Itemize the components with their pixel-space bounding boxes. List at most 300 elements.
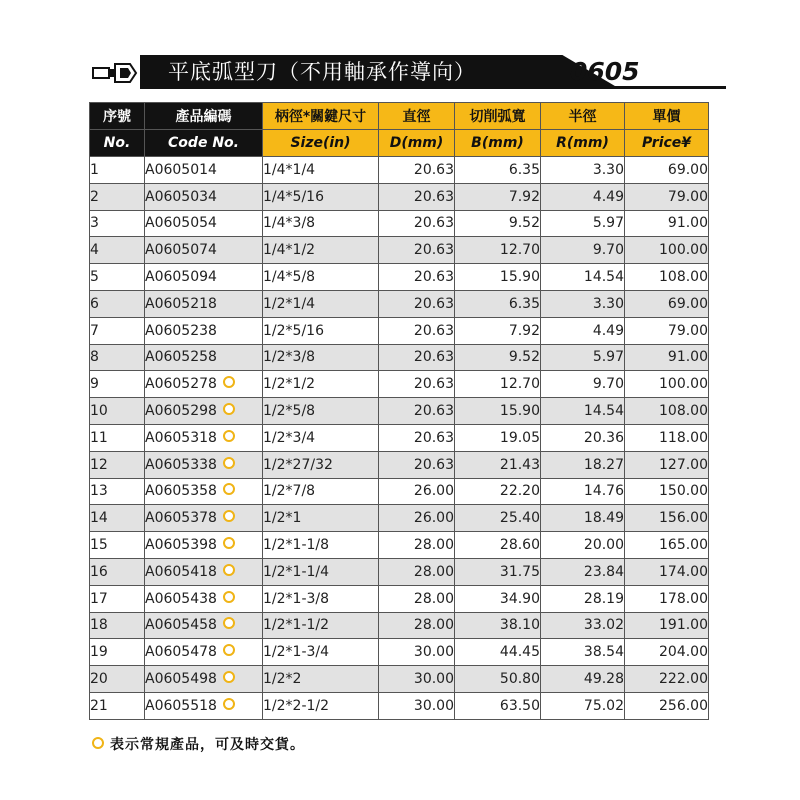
row-cut-width [455,666,541,693]
row-size [263,558,379,585]
row-code-text: A0605014 [145,161,217,178]
col-header-code-zh: 產品編碼 [145,103,263,130]
row-price [625,157,709,184]
circle-outline-icon [223,376,235,388]
row-price [625,424,709,451]
row-diameter-text: 26.00 [413,483,454,500]
row-radius [541,639,625,666]
row-diameter-text: 28.00 [413,590,454,607]
col-header-width-en: B(mm) [455,130,541,157]
row-diameter [379,505,455,532]
row-price [625,585,709,612]
row-radius-text: 5.97 [592,349,624,366]
row-size [263,451,379,478]
row-cut-width-text: 19.05 [499,429,540,446]
row-code [145,532,263,559]
row-size [263,183,379,210]
row-diameter-text: 26.00 [413,510,454,527]
row-cut-width [455,558,541,585]
row-size-text: 1/2*2-1/2 [263,697,330,714]
row-code-text: A0605418 [145,563,217,580]
circle-outline-icon [223,457,235,469]
row-diameter-text: 28.00 [413,537,454,554]
row-number [90,558,145,585]
row-cut-width [455,237,541,264]
row-diameter [379,612,455,639]
row-size [263,157,379,184]
row-code-text: A0605438 [145,590,217,607]
row-code-text: A0605358 [145,483,217,500]
row-price [625,183,709,210]
row-radius-text: 38.54 [583,644,624,661]
table-row [90,157,709,184]
row-size [263,585,379,612]
row-number [90,639,145,666]
row-price-text: 191.00 [659,617,708,634]
row-price [625,692,709,719]
table-row [90,344,709,371]
row-code [145,344,263,371]
row-cut-width-text: 6.35 [508,161,540,178]
row-diameter [379,639,455,666]
row-diameter [379,424,455,451]
table-row [90,183,709,210]
row-number [90,371,145,398]
row-code-text: A0605298 [145,403,217,420]
row-size-text: 1/2*1/2 [263,376,316,393]
row-diameter-text: 20.63 [413,269,454,286]
row-cut-width-text: 7.92 [508,188,540,205]
row-size-text: 1/2*1-3/8 [263,590,330,607]
row-price [625,344,709,371]
row-number [90,532,145,559]
table-row [90,371,709,398]
row-radius [541,666,625,693]
row-price-text: 69.00 [667,295,708,312]
row-radius-text: 20.36 [583,429,624,446]
row-code-text: A0605458 [145,617,217,634]
row-price-text: 150.00 [659,483,708,500]
row-code-text: A0605054 [145,215,217,232]
row-number [90,264,145,291]
row-price [625,237,709,264]
row-number-text: 7 [90,322,99,339]
row-number-text: 12 [90,456,108,473]
col-header-radius-zh: 半徑 [541,103,625,130]
row-size [263,692,379,719]
row-code-text: A0605498 [145,671,217,688]
row-diameter-text: 20.63 [413,349,454,366]
row-price-text: 79.00 [667,322,708,339]
row-cut-width-text: 38.10 [499,617,540,634]
row-diameter [379,666,455,693]
row-code [145,183,263,210]
row-radius-text: 3.30 [592,161,624,178]
row-code [145,639,263,666]
row-number-text: 16 [90,563,108,580]
row-cut-width [455,639,541,666]
row-radius [541,344,625,371]
row-number-text: 21 [90,697,108,714]
table-row [90,585,709,612]
row-code [145,317,263,344]
row-radius-text: 28.19 [583,590,624,607]
row-price-text: 91.00 [667,215,708,232]
row-cut-width-text: 28.60 [499,537,540,554]
row-diameter [379,451,455,478]
col-header-diameter-zh: 直徑 [379,103,455,130]
row-number [90,157,145,184]
row-cut-width-text: 25.40 [499,510,540,527]
table-row [90,290,709,317]
row-price [625,210,709,237]
header-row-english [90,130,709,157]
table-row [90,692,709,719]
row-price [625,478,709,505]
row-code [145,371,263,398]
row-radius [541,264,625,291]
row-number [90,317,145,344]
circle-outline-icon [223,564,235,576]
row-code [145,210,263,237]
row-cut-width-text: 31.75 [499,563,540,580]
row-diameter [379,478,455,505]
col-header-size-zh: 柄徑*關鍵尺寸 [263,103,379,130]
row-price-text: 256.00 [659,697,708,714]
row-diameter [379,692,455,719]
row-cut-width [455,157,541,184]
row-price [625,371,709,398]
circle-outline-icon [223,617,235,629]
row-cut-width [455,585,541,612]
row-radius-text: 14.54 [583,269,624,286]
row-size-text: 1/4*3/8 [263,215,316,232]
row-price [625,639,709,666]
col-header-code-en: Code No. [145,130,263,157]
row-cut-width-text: 22.20 [499,483,540,500]
circle-outline-icon [223,403,235,415]
table-row [90,451,709,478]
row-size [263,210,379,237]
row-diameter [379,264,455,291]
row-cut-width-text: 9.52 [508,215,540,232]
row-number [90,478,145,505]
row-price-text: 79.00 [667,188,708,205]
row-diameter [379,558,455,585]
row-cut-width-text: 34.90 [499,590,540,607]
row-number-text: 10 [90,403,108,420]
row-number-text: 4 [90,242,99,259]
row-number-text: 13 [90,483,108,500]
table-row [90,424,709,451]
row-cut-width [455,612,541,639]
row-price-text: 100.00 [659,242,708,259]
row-code [145,478,263,505]
row-code-text: A0605074 [145,242,217,259]
row-size [263,478,379,505]
row-diameter [379,183,455,210]
row-size [263,317,379,344]
row-cut-width-text: 12.70 [499,376,540,393]
row-cut-width-text: 15.90 [499,403,540,420]
row-diameter [379,585,455,612]
row-radius [541,183,625,210]
row-radius-text: 5.97 [592,215,624,232]
row-price-text: 178.00 [659,590,708,607]
row-diameter-text: 20.63 [413,376,454,393]
row-cut-width [455,398,541,425]
row-diameter [379,290,455,317]
row-number-text: 17 [90,590,108,607]
row-diameter-text: 28.00 [413,563,454,580]
row-diameter-text: 30.00 [413,644,454,661]
row-code-text: A0605398 [145,537,217,554]
row-cut-width [455,264,541,291]
row-cut-width-text: 6.35 [508,295,540,312]
row-radius-text: 4.49 [592,188,624,205]
row-price [625,264,709,291]
row-code [145,451,263,478]
page-title: 平底弧型刀（不用軸承作導向） [168,60,476,84]
row-size-text: 1/2*1-1/4 [263,563,330,580]
row-cut-width-text: 15.90 [499,269,540,286]
row-number [90,424,145,451]
row-code-text: A0605218 [145,295,217,312]
row-radius [541,237,625,264]
row-radius-text: 18.27 [583,456,624,473]
row-size-text: 1/2*1-1/2 [263,617,330,634]
circle-outline-icon [92,737,104,749]
row-size-text: 1/2*27/32 [263,456,333,473]
row-diameter-text: 20.63 [413,456,454,473]
circle-outline-icon [223,671,235,683]
row-number [90,505,145,532]
row-number-text: 18 [90,617,108,634]
row-code-text: A0605518 [145,697,217,714]
row-number-text: 5 [90,269,99,286]
row-diameter [379,317,455,344]
spec-table-body [90,157,709,720]
row-size [263,371,379,398]
row-size [263,290,379,317]
row-radius [541,157,625,184]
row-diameter-text: 20.63 [413,295,454,312]
row-price-text: 127.00 [659,456,708,473]
row-diameter [379,398,455,425]
row-number-text: 19 [90,644,108,661]
row-cut-width-text: 7.92 [508,322,540,339]
row-cut-width-text: 12.70 [499,242,540,259]
col-header-diameter-en: D(mm) [379,130,455,157]
row-size [263,344,379,371]
row-radius [541,371,625,398]
row-diameter-text: 30.00 [413,697,454,714]
row-diameter-text: 20.63 [413,161,454,178]
row-cut-width [455,478,541,505]
row-price [625,505,709,532]
row-price-text: 165.00 [659,537,708,554]
row-number-text: 11 [90,429,108,446]
row-number-text: 9 [90,376,99,393]
row-diameter [379,210,455,237]
row-size [263,666,379,693]
col-header-no-zh: 序號 [90,103,145,130]
row-code [145,237,263,264]
row-radius [541,451,625,478]
row-radius [541,398,625,425]
row-diameter [379,157,455,184]
row-diameter [379,344,455,371]
row-diameter-text: 20.63 [413,429,454,446]
row-cut-width [455,317,541,344]
row-radius-text: 3.30 [592,295,624,312]
row-radius-text: 75.02 [583,697,624,714]
row-code-text: A0605034 [145,188,217,205]
row-cut-width [455,451,541,478]
row-radius-text: 14.76 [583,483,624,500]
row-radius-text: 9.70 [592,242,624,259]
row-code [145,666,263,693]
row-number [90,290,145,317]
row-price-text: 108.00 [659,269,708,286]
table-row [90,317,709,344]
row-cut-width [455,371,541,398]
footer-note [92,734,305,754]
title-banner [88,55,638,91]
col-header-width-zh: 切削弧寬 [455,103,541,130]
table-row [90,639,709,666]
row-diameter-text: 20.63 [413,242,454,259]
row-diameter [379,237,455,264]
row-radius [541,612,625,639]
table-row [90,237,709,264]
table-row [90,398,709,425]
row-cut-width [455,692,541,719]
row-code [145,585,263,612]
table-row [90,264,709,291]
row-radius [541,210,625,237]
row-price [625,558,709,585]
row-radius [541,505,625,532]
row-number [90,666,145,693]
row-radius-text: 33.02 [583,617,624,634]
row-diameter-text: 28.00 [413,617,454,634]
row-number-text: 15 [90,537,108,554]
row-number-text: 20 [90,671,108,688]
col-header-price-zh: 單價 [625,103,709,130]
table-row [90,505,709,532]
row-price [625,398,709,425]
row-radius [541,585,625,612]
circle-outline-icon [223,698,235,710]
row-size [263,612,379,639]
table-row [90,666,709,693]
row-number [90,344,145,371]
row-code [145,558,263,585]
row-code-text: A0605094 [145,269,217,286]
row-number-text: 6 [90,295,99,312]
row-size [263,424,379,451]
row-diameter-text: 20.63 [413,322,454,339]
row-number-text: 14 [90,510,108,527]
row-size-text: 1/4*5/16 [263,188,324,205]
circle-outline-icon [223,591,235,603]
row-price [625,612,709,639]
row-code-text: A0605238 [145,322,217,339]
row-price [625,290,709,317]
row-radius [541,317,625,344]
row-code [145,290,263,317]
row-size [263,639,379,666]
row-price-text: 100.00 [659,376,708,393]
row-number-text: 8 [90,349,99,366]
row-price-text: 69.00 [667,161,708,178]
row-number [90,398,145,425]
row-radius-text: 4.49 [592,322,624,339]
col-header-size-en: Size(in) [263,130,379,157]
row-cut-width [455,532,541,559]
row-price [625,317,709,344]
row-code-text: A0605338 [145,456,217,473]
row-diameter-text: 30.00 [413,671,454,688]
row-size [263,505,379,532]
row-size-text: 1/2*5/8 [263,403,316,420]
circle-outline-icon [223,537,235,549]
row-number [90,237,145,264]
table-row [90,558,709,585]
row-number-text: 3 [90,215,99,232]
row-number [90,612,145,639]
row-price-text: 222.00 [659,671,708,688]
row-number [90,692,145,719]
row-code [145,505,263,532]
row-size-text: 1/2*2 [263,671,302,688]
col-header-radius-en: R(mm) [541,130,625,157]
row-size [263,398,379,425]
row-diameter-text: 20.63 [413,188,454,205]
circle-outline-icon [223,510,235,522]
spec-table [89,102,709,720]
row-size-text: 1/2*5/16 [263,322,324,339]
row-code-text: A0605278 [145,376,217,393]
row-cut-width-text: 9.52 [508,349,540,366]
row-price [625,532,709,559]
row-size-text: 1/2*7/8 [263,483,316,500]
table-row [90,612,709,639]
row-number-text: 1 [90,161,99,178]
row-number [90,210,145,237]
row-number [90,585,145,612]
row-price-text: 91.00 [667,349,708,366]
row-code [145,157,263,184]
row-price-text: 174.00 [659,563,708,580]
circle-outline-icon [223,430,235,442]
row-code-text: A0605378 [145,510,217,527]
row-size-text: 1/4*1/4 [263,161,316,178]
table-row [90,532,709,559]
row-code [145,398,263,425]
row-size-text: 1/2*3/4 [263,429,316,446]
row-diameter-text: 20.63 [413,215,454,232]
row-radius-text: 49.28 [583,671,624,688]
row-price-text: 118.00 [659,429,708,446]
row-price [625,451,709,478]
row-code [145,692,263,719]
row-diameter-text: 20.63 [413,403,454,420]
row-price-text: 108.00 [659,403,708,420]
circle-outline-icon [223,483,235,495]
row-size [263,264,379,291]
